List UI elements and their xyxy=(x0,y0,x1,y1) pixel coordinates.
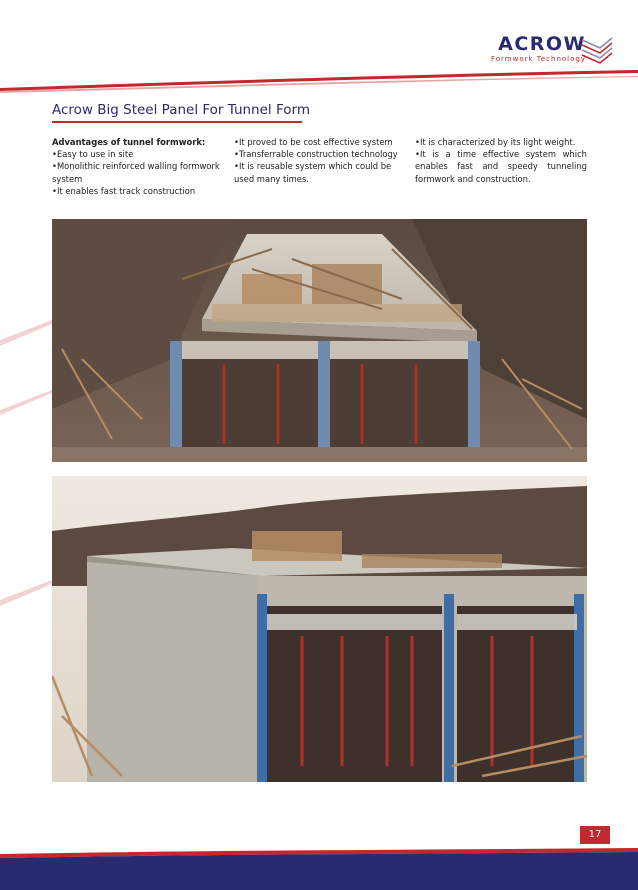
side-streak-decoration xyxy=(0,300,60,720)
advantage-item: •It proved to be cost effective system xyxy=(234,137,393,147)
advantages-column-3 xyxy=(415,136,587,185)
advantages-heading: Advantages of tunnel formwork: xyxy=(52,137,206,147)
advantage-item: •It enables fast track construction xyxy=(52,185,196,196)
advantage-item: •Easy to use in site xyxy=(52,149,134,160)
footer-swoosh-decoration xyxy=(0,820,638,890)
advantage-item: •It is reusable system which could be used many times. xyxy=(234,161,392,184)
section-title: Acrow Big Steel Panel For Tunnel Form xyxy=(52,102,310,118)
brand-chevron-icon xyxy=(580,34,614,64)
advantage-item: •Transferrable construction technology xyxy=(234,149,398,160)
brand-tagline: Formwork Technology xyxy=(490,55,586,63)
tunnel-form-photo-top xyxy=(52,219,587,462)
title-underline xyxy=(52,121,302,123)
page-number: 17 xyxy=(580,826,610,844)
advantage-item: •Monolithic reinforced walling formwork system xyxy=(52,161,220,184)
advantage-item: •It is a time effective system which enables fast and speedy tunneling formwork and construction. xyxy=(415,149,587,184)
brand-name: ACROW xyxy=(498,33,586,55)
advantages-column-2 xyxy=(234,136,408,185)
advantages-column-1 xyxy=(52,136,224,197)
tunnel-form-photo-bottom xyxy=(52,476,587,782)
advantage-item: •It is characterized by its light weight. xyxy=(415,137,576,147)
header-swoosh-decoration xyxy=(0,60,638,100)
brand-logo xyxy=(491,34,586,64)
